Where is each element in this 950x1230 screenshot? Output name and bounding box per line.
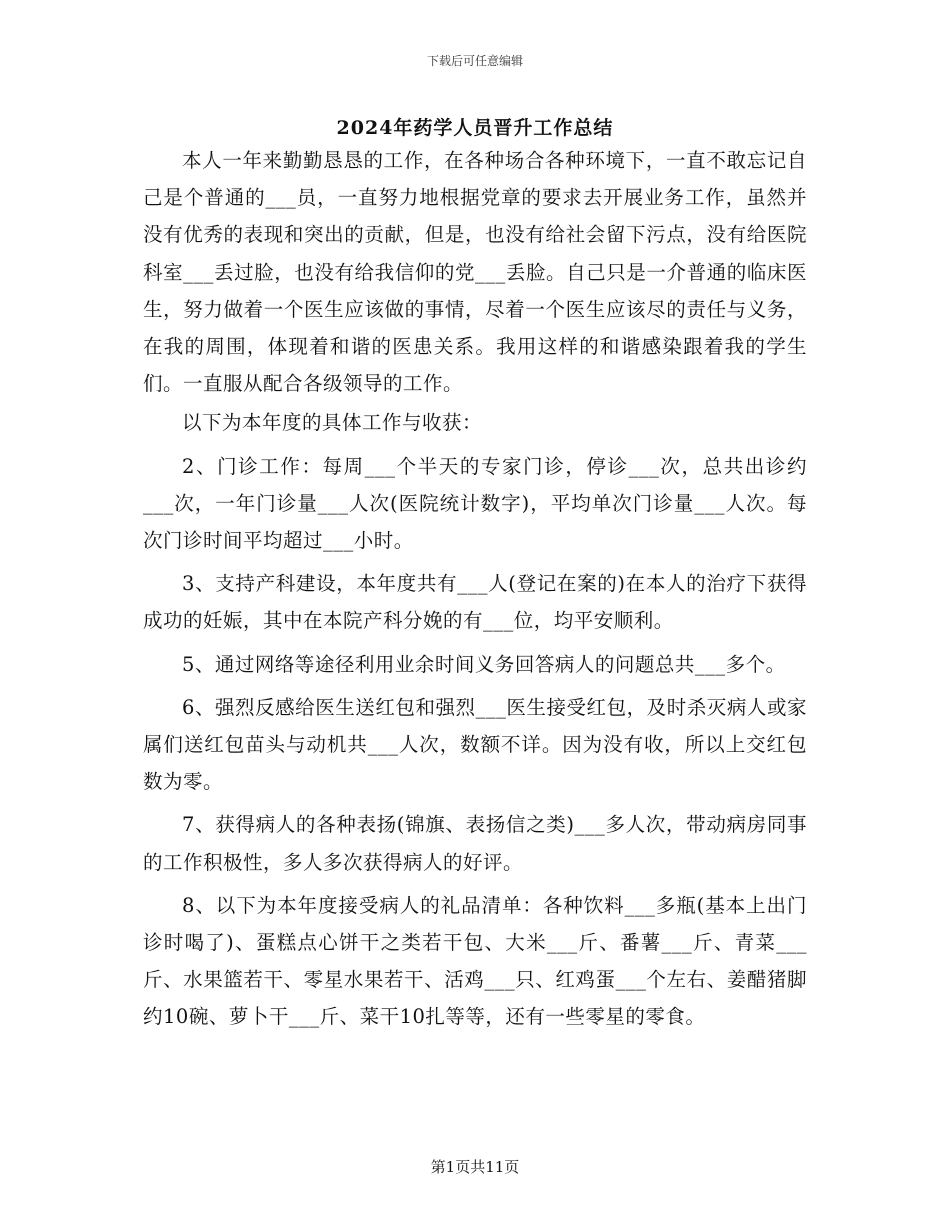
- paragraph-item-7: 7、获得病人的各种表扬(锦旗、表扬信之类)___多人次，带动病房同事的工作积极性，多人多次获得病人的好评。: [143, 813, 807, 874]
- page-header-note: 下载后可任意编辑: [426, 54, 523, 68]
- paragraph-item-2: 2、门诊工作：每周___个半天的专家门诊，停诊___次，总共出诊约___次，一年门诊量___人次(医院统计数字)，平均单次门诊量___人次。每次门诊时间平均超过___小时。: [143, 454, 807, 553]
- paragraph-item-8: 8、以下为本年度接受病人的礼品清单：各种饮料___多瓶(基本上出门诊时喝了)、蛋糕点心饼干之类若干包、大米___斤、番薯___斤、青菜___斤、水果篮若干、零星水果若干、活鸡___只、红鸡蛋___个左右、姜醋猪脚约10碗、萝卜干___斤、菜干10扎等等，还有一些零星的零食。: [143, 893, 807, 1029]
- paragraph-item-3: 3、支持产科建设，本年度共有___人(登记在案的)在本人的治疗下获得成功的妊娠，其中在本院产科分娩的有___位，均平安顺利。: [143, 572, 807, 633]
- document-title: 2024年药学人员晋升工作总结: [336, 117, 614, 139]
- document-body: [143, 142, 807, 1036]
- paragraph-lead: 以下为本年度的具体工作与收获：: [182, 411, 483, 435]
- paragraph-intro: 本人一年来勤勤恳恳的工作，在各种场合各种环境下，一直不敢忘记自己是个普通的___员，一直努力地根据党章的要求去开展业务工作，虽然并没有优秀的表现和突出的贡献，但是，也没有给社会留下污点，没有给医院科室___丢过脸，也没有给我信仰的党___丢脸。自己只是一介普通的临床医生，努力做着一个医生应该做的事情，尽着一个医生应该尽的责任与义务，在我的周围，体现着和谐的医患关系。我用这样的和谐感染跟着我的学生们。一直服从配合各级领导的工作。: [143, 149, 807, 396]
- page-footer-number: 第1页共11页: [430, 1158, 520, 1176]
- paragraph-item-6: 6、强烈反感给医生送红包和强烈___医生接受红包，及时杀灭病人或家属们送红包苗头与动机共___人次，数额不详。因为没有收，所以上交红包数为零。: [143, 695, 807, 794]
- paragraph-item-5: 5、通过网络等途径利用业余时间义务回答病人的问题总共___多个。: [182, 652, 786, 676]
